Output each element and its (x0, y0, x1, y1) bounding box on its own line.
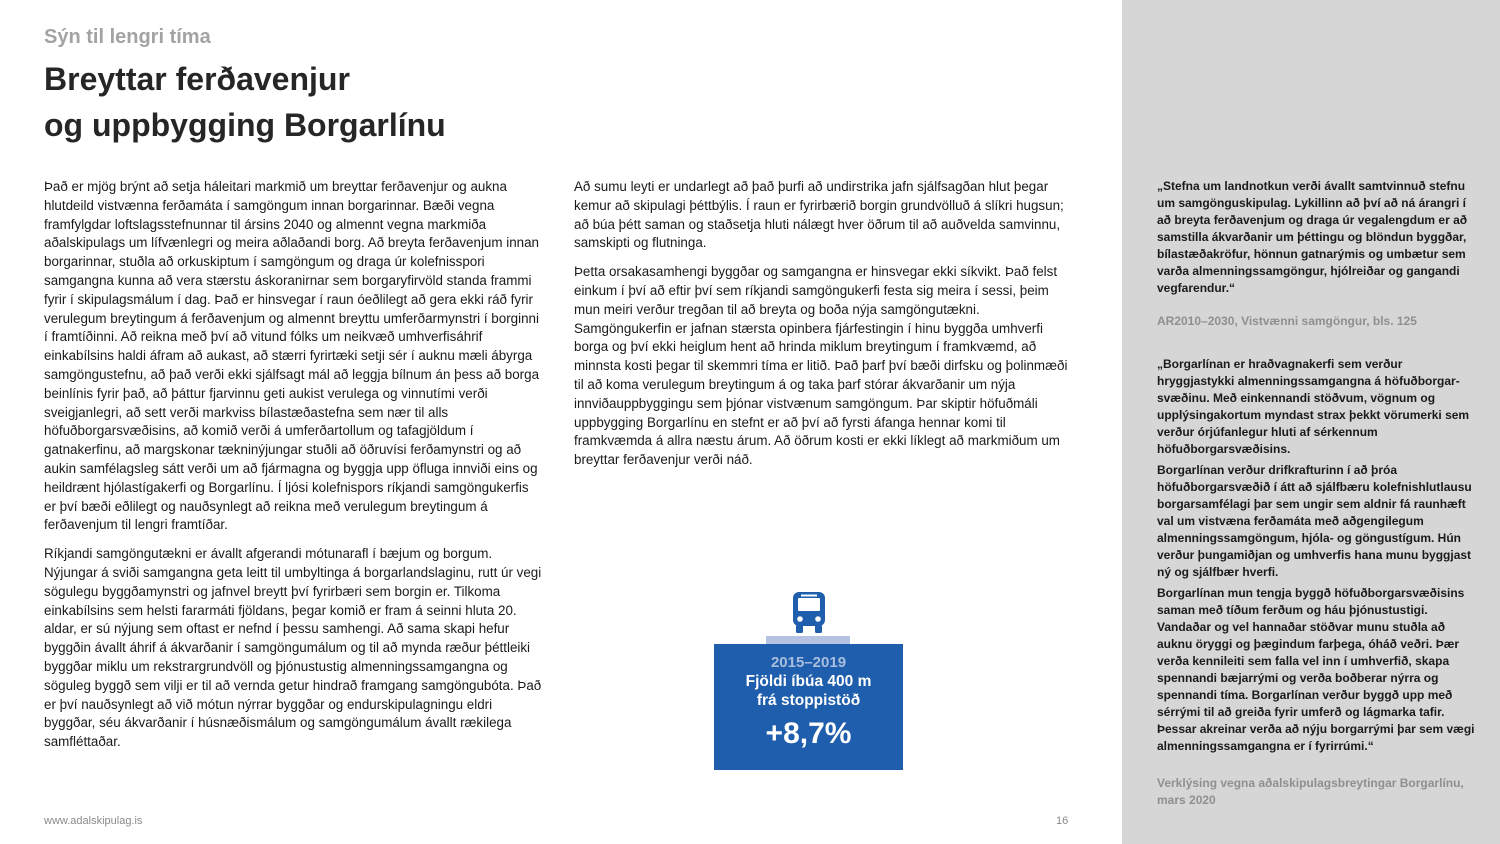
stat-desc-line-2: frá stoppistöð (756, 692, 861, 709)
paragraph: Ríkjandi samgöngutækni er ávallt afgerandi mótunarafl í bæjum og borgum. Nýjungar á sviði samgangna geta leitt til umbyltinga á borgarlandslaginu, rutt úr vegi sögulegu byggðamynstri og jafnvel breytt því fyrirbæri sem borgin er. Tilkoma einkabílsins sem helsti fararmáti fjöldans, þegar komið er fram á seinni hluta 20. aldar, er sú nýjung sem oftast er nefnd í þessu samhengi. Að sama skapi hefur byggðin ávallt áhrif á ákvarðanir í samgöngumálum og til að mynda ræður þéttleiki byggðar miklu um rekstrargrundvöll og þjónustustig almenningssamgangna og söguleg byggð sem vilji er til að vernda getur hindrað framgang samgöngubóta. Það er því nauðsynlegt að við mótun nýrrar byggðar og endurskipulagningu eldri byggðar, séu ákvarðanir í húsnæðismálum og samgöngumálum ávallt rækilega samfléttaðar. (44, 546, 542, 750)
stat-years: 2015–2019 (770, 654, 847, 671)
sidebar-quote-2 (1157, 356, 1479, 759)
quote-paragraph: „Borgarlínan er hraðvagnakerfi sem verður hryggjastykki almenningssamgangna á höfuðborgar-svæðinu. Með einkennandi stöðvum, vögnum og upplýsingakortum myndast strax þekkt vörumerki sem verður órjúfanlegur hluti af sérkennum höfuðborgarsvæðisins. (1157, 357, 1470, 456)
body-column-2 (574, 178, 1072, 480)
page-title (44, 56, 744, 148)
paragraph: Þetta orsakasamhengi byggðar og samgangna er hinsvegar ekki síkvikt. Það felst einkum í því að eftir því sem ríkjandi samgöngukerfi festa sig meira í sessi, þeim mun meiri verður tregðan til að breyta og boða nýja samgöngutækni. Samgöngukerfin er jafnan stærsta opinbera fjárfestingin í hinu byggða umhverfi borga og því ekki heiglum hent að hrinda miklum breytingum í framkvæmd, að minnsta kosti þegar til skemmri tíma er litið. Það þarf því bæði dirfsku og þolinmæði til að koma verulegum breytingum á og taka þarf stórar ákvarðanir um nýja innviðauppbyggingu sem þjónar vistvænum samgöngum. Þar skiptir höfuðmáli uppbygging Borgarlínu en stefnt er að því að fyrsti áfanga hennar komi til framkvæmda á allra næstu árum. Að öðrum kosti er ekki líklegt að markmiðum um breyttar ferðavenjur verði náð. (574, 264, 1068, 468)
quote-text: „Stefna um landnotkun verði ávallt samtvinnuð stefnu um samgönguskipulag. Lykillinn að því að ná árangri í að breyta ferðavenjum og draga úr vegalengdum er að samstilla ákvarðanir um þéttingu og blöndun byggðar, bílastæðakröfur, hönnun gatnarýmis og umbætur sem varða almenningssamgöngur, hjólreiðar og gangandi vegfarendur.“ (1157, 179, 1468, 295)
body-column-1 (44, 178, 544, 762)
sidebar-quote-1 (1157, 178, 1479, 301)
footer-url: www.adalskipulag.is (44, 815, 143, 827)
paragraph: Að sumu leyti er undarlegt að það þurfi að undirstrika jafn sjálfsagðan hlut þegar kemur að skipulagi þéttbýlis. Í raun er fyrirbærið borgin grundvölluð á slíkri hugsun; að búa þétt saman og staðsetja hluti nálægt hver öðrum til að auðvelda samvinnu, samskipti og flutninga. (574, 179, 1064, 251)
section-kicker: Sýn til lengri tíma (44, 26, 211, 48)
stat-desc-line-1: Fjöldi íbúa 400 m (745, 673, 872, 690)
title-line-1: Breyttar ferðavenjur (44, 61, 350, 97)
quote-paragraph: Borgarlínan mun tengja byggð höfuðborgarsvæðisins saman með tíðum ferðum og háu þjónustustigi. Vandaðar og vel hannaðar stöðvar munu stuðla að auknu öryggi og þægindum farþega, óháð veðri. Þær verða kennileiti sem falla vel inn í umhverfið, skapa spennandi bæjarrými og verða boðberar nýrra og spennandi tíma. Borgarlínan verður byggð upp með sérrými til að greiða fyrir umferð og lágmarka tafir. Þessar akreinar verða að nýju borgarrými þar sem vægi almenningssamgangna er í fyrirrúmi.“ (1157, 586, 1475, 753)
quote-source-1: AR2010–2030, Vistvænni samgöngur, bls. 125 (1157, 314, 1417, 328)
stat-box (714, 644, 903, 770)
bus-icon (789, 590, 829, 634)
quote-source-2: Verklýsing vegna aðalskipulagsbreytingar Borgarlínu, mars 2020 (1157, 776, 1464, 807)
quote-paragraph: Borgarlínan verður drifkrafturinn í að þróa höfuðborgarsvæðið í átt að sjálfbæru kolefnishlutlausu borgarsamfélagi þar sem ungir sem aldnir fá raunhæft val um vistvæna ferðamáta með aðgengilegum almenningssamgöngum, hjóla- og göngustígum. Hún verður þungamiðjan og umhverfis hana munu byggjast ný og sjálfbær hverfi. (1157, 463, 1472, 579)
page-number: 16 (1056, 815, 1069, 827)
stat-value: +8,7% (765, 717, 852, 750)
stat-accent-bar (766, 636, 850, 644)
paragraph: Það er mjög brýnt að setja háleitari markmið um breyttar ferðavenjur og aukna hlutdeild vistvænna ferðamáta í samgöngum innan borgarinnar. Bæði vegna framfylgdar loftslagsstefnunnar til ársins 2040 og almennt vegna markmiða aðalskipulags um lífvænlegri og meira aðlaðandi borg. Að breyta ferðavenjum innan borgarinnar, stuðla að orkuskiptum í samgöngum og draga úr kolefnisspori samgangna kunna að vera stærstu áskoranirnar sem borgaryfirvöld standa frammi fyrir í skipulagsmálum í dag. Það er hinsvegar í raun óeðlilegt að gera ekki ráð fyrir verulegum breytingum á ferðavenjum og almennt breyttu umferðarmynstri í borginni í framtíðinni. Að reikna með því að vitund fólks um neikvæð umhverfisáhrif einkabílsins haldi áfram að aukast, að stærri fyrirtæki setji sér í auknu mæli ábyrga samgöngustefnu, að það verði ekki sjálfsagt mál að leggja bílnum án þess að borga beinlínis fyrir það, að þáttur fjarvinnu geti aukist verulega og vinnutími verði sveigjanlegri, að sett verði markviss bílastæðastefna sem nær til alls höfuðborgarsvæðisins, að komið verði á umferðartollum og tafagjöldum í gatnakerfinu, að margskonar tækninýjungar stuðli að öðruvísi ferðamynstri og að aukin samfélagsleg sátt verði um að fjármagna og byggja upp öfluga innviði eins og heildrænt hjólastígakerfi og Borgarlínu. Í ljósi kolefnispors ríkjandi samgöngukerfis er því bæði eðlilegt og nauðsynlegt að reikna með verulegum breytingum á ferðavenjum til lengri framtíðar. (44, 179, 540, 533)
stat-description (714, 672, 903, 710)
title-line-2: og uppbygging Borgarlínu (44, 107, 446, 143)
